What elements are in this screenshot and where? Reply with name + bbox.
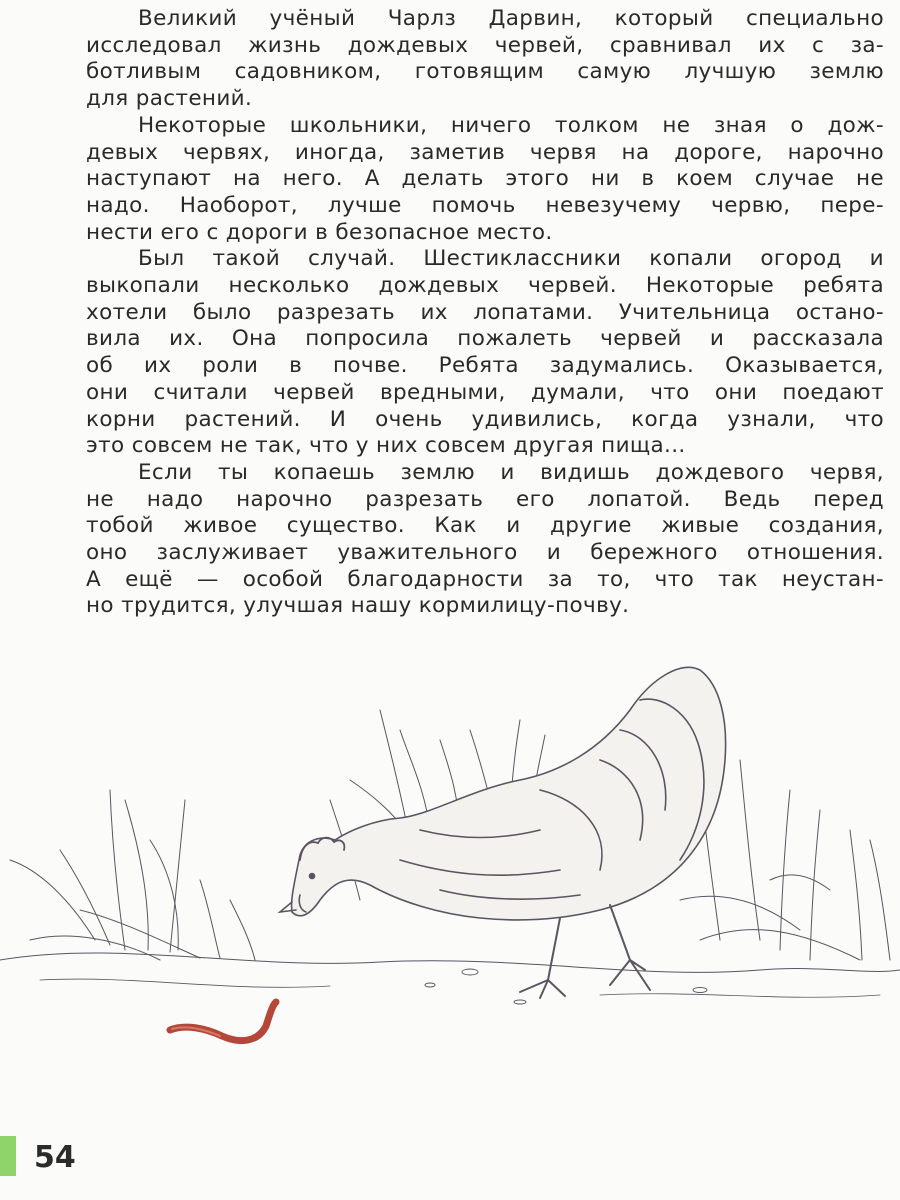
earthworm — [170, 1002, 276, 1041]
text-line: для растений. — [86, 86, 253, 112]
text-line: выкопали несколько дождевых червей. Некоторые ребята — [86, 273, 884, 299]
paragraph-1 — [34, 6, 884, 113]
paragraph-2 — [34, 113, 884, 247]
text-line: не надо нарочно разрезать его лопатой. Ведь перед — [86, 486, 884, 512]
grass-left — [10, 790, 255, 960]
text-line: об их роли в почве. Ребята задумались. Оказывается, — [86, 353, 884, 379]
text-line: Некоторые школьники, ничего толком не зная о дож- — [138, 112, 884, 138]
text-line: оно заслуживает уважительного и бережного отношения. — [86, 540, 884, 566]
text-line: Великий учёный Чарлз Дарвин, который специально — [138, 6, 884, 31]
text-line: А ещё — особой благодарности за то, что так неустан- — [86, 566, 884, 592]
text-line: они считали червей вредными, думали, что они поедают — [86, 379, 884, 405]
text-line: это совсем не так, что у них совсем другая пища... — [86, 433, 686, 459]
article-text — [34, 6, 884, 620]
text-line: но трудится, улучшая нашу кормилицу-почву. — [86, 593, 630, 619]
paragraph-4 — [34, 460, 884, 620]
hen — [280, 667, 726, 998]
text-line: корни растений. И очень удивились, когда узнали, что — [86, 406, 884, 432]
text-line: Был такой случай. Шестиклассники копали огород и — [138, 246, 884, 272]
text-line: Если ты копаешь землю и видишь дождевого червя, — [138, 459, 884, 485]
text-line: девых червях, иногда, заметив червя на дороге, нарочно — [86, 139, 884, 165]
text-line: хотели было разрезать их лопатами. Учительница остано- — [86, 299, 884, 325]
ground-lines — [0, 953, 900, 972]
hen-and-worm-illustration — [0, 640, 900, 1110]
text-line: исследовал жизнь дождевых червей, сравнивал их с за- — [86, 32, 884, 58]
text-line: нести его с дороги в безопасное место. — [86, 219, 553, 245]
text-line: вила их. Она попросила пожалеть червей и рассказала — [86, 326, 884, 352]
text-line: надо. Наоборот, лучше помочь невезучему червю, пере- — [86, 192, 884, 218]
pebbles — [425, 969, 707, 1004]
page-edge-marker — [0, 1136, 16, 1176]
page-number: 54 — [34, 1140, 76, 1175]
text-line: тобой живое существо. Как и другие живые создания, — [86, 513, 884, 539]
paragraph-3 — [34, 246, 884, 460]
text-line: ботливым садовником, готовящим самую лучшую землю — [86, 59, 884, 85]
text-line: наступают на него. А делать этого ни в коем случае не — [86, 166, 884, 192]
